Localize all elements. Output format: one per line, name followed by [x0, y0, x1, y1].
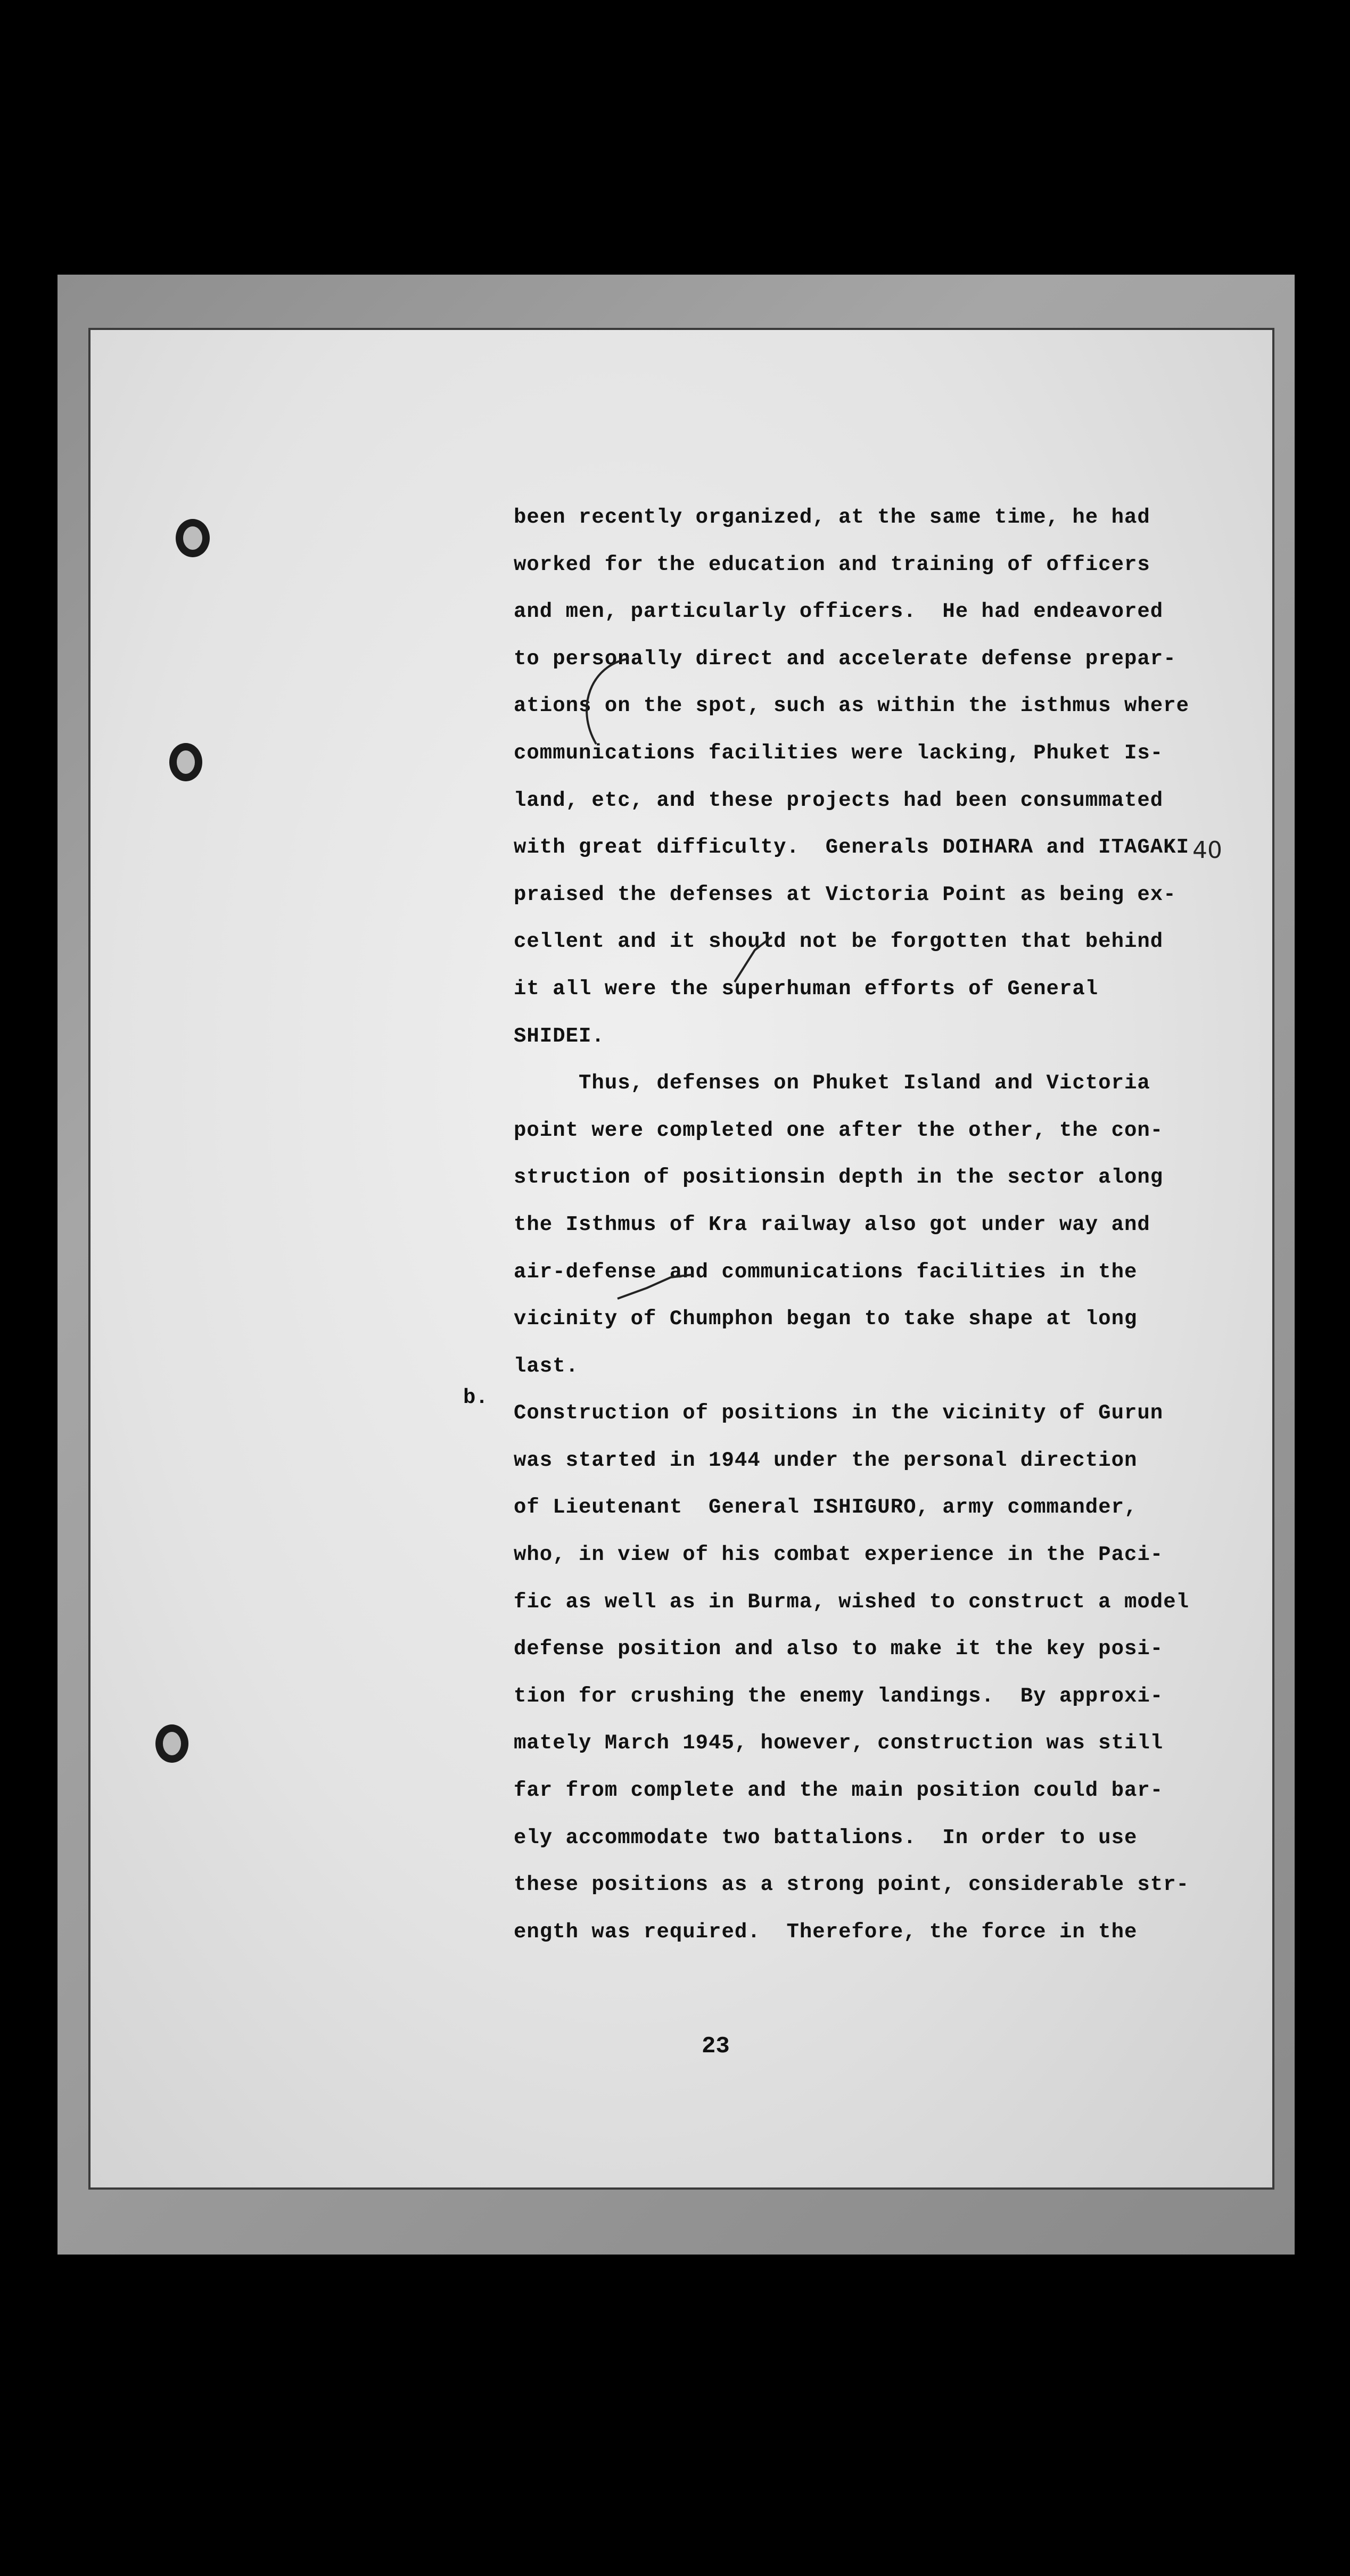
text-line: struction of positionsin depth in the sector along	[514, 1166, 1164, 1190]
text-line: tion for crushing the enemy landings. By approxi-	[514, 1684, 1164, 1708]
text-line: land, etc, and these projects had been consummated	[514, 788, 1164, 812]
text-line: ations on the spot, such as within the isthmus where	[514, 694, 1189, 718]
text-line: cellent and it should not be forgotten that behind	[514, 930, 1164, 954]
text-line: worked for the education and training of officers	[514, 552, 1150, 576]
binder-hole-middle	[169, 743, 202, 781]
text-line: defense position and also to make it the key posi-	[514, 1637, 1164, 1661]
binder-hole-bottom	[155, 1724, 188, 1763]
text-line: air-defense and communications facilities in the	[514, 1260, 1138, 1284]
margin-handwritten-number: 40	[1192, 837, 1222, 864]
list-item-label: b.	[463, 1386, 488, 1409]
text-line: was started in 1944 under the personal direction	[514, 1448, 1138, 1472]
text-line: these positions as a strong point, considerable str-	[514, 1873, 1189, 1897]
text-line: who, in view of his combat experience in the Paci-	[514, 1543, 1164, 1567]
text-line: it all were the superhuman efforts of General	[514, 977, 1099, 1001]
text-line: communications facilities were lacking, Phuket Is-	[514, 741, 1164, 765]
paragraph-3	[514, 1390, 1189, 1955]
text-line: the Isthmus of Kra railway also got under way and	[514, 1212, 1150, 1236]
text-line: SHIDEI.	[514, 1024, 605, 1048]
text-line: and men, particularly officers. He had endeavored	[514, 600, 1164, 624]
text-line: Thus, defenses on Phuket Island and Victoria	[514, 1071, 1150, 1095]
text-line: Construction of positions in the vicinity of Gurun	[514, 1401, 1164, 1425]
text-line: point were completed one after the other, the con-	[514, 1118, 1164, 1142]
text-line: with great difficulty. Generals DOIHARA and ITAGAKI	[514, 836, 1189, 860]
text-line: fic as well as in Burma, wished to construct a model	[514, 1590, 1189, 1614]
text-line: praised the defenses at Victoria Point as being ex-	[514, 882, 1176, 906]
text-line: ely accommodate two battalions. In order to use	[514, 1826, 1138, 1850]
text-line: to personally direct and accelerate defense prepar-	[514, 647, 1176, 671]
text-line: mately March 1945, however, construction was still	[514, 1731, 1164, 1755]
text-line: of Lieutenant General ISHIGURO, army commander,	[514, 1496, 1138, 1520]
text-line: last.	[514, 1354, 579, 1378]
body-text	[514, 494, 1189, 1955]
page-number: 23	[702, 2033, 730, 2060]
text-line: far from complete and the main position could bar-	[514, 1779, 1164, 1803]
binder-hole-top	[176, 519, 210, 557]
text-line: been recently organized, at the same time, he had	[514, 506, 1150, 529]
text-line: vicinity of Chumphon began to take shape at long	[514, 1307, 1138, 1331]
text-line: ength was required. Therefore, the force in the	[514, 1920, 1138, 1944]
paragraph-2	[514, 1060, 1164, 1390]
paragraph-1	[514, 494, 1189, 1060]
